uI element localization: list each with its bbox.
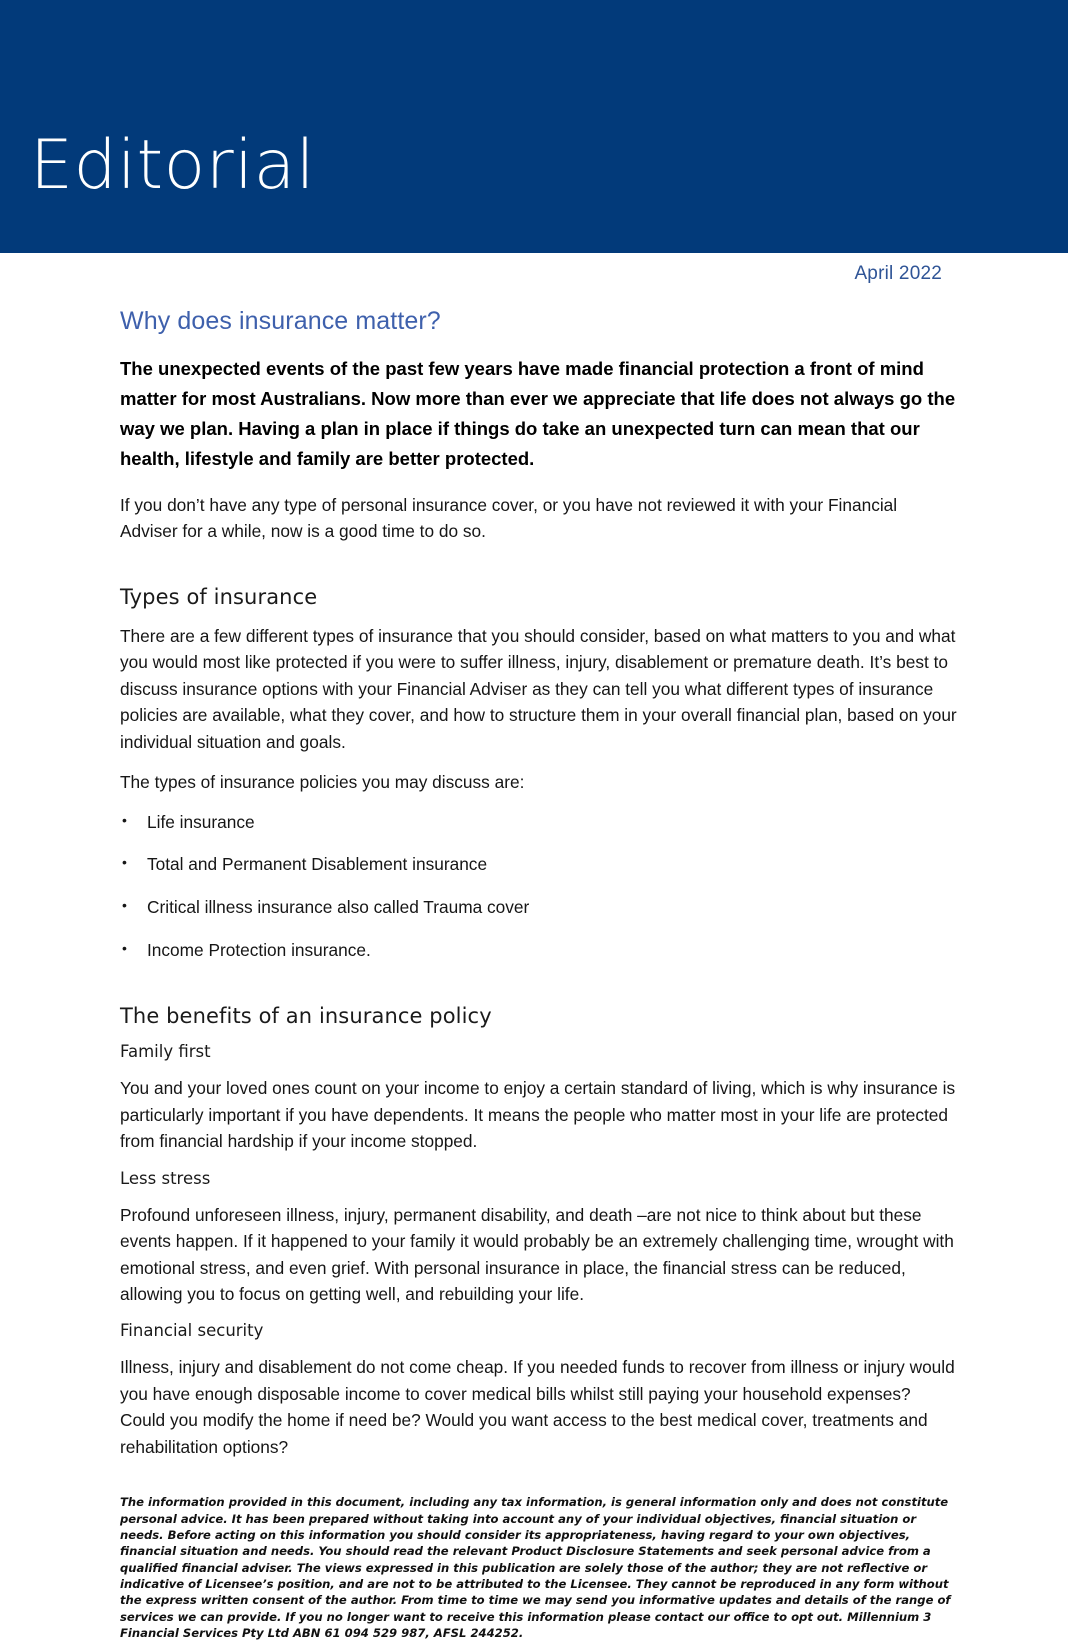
footer-disclaimer: The information provided in this document, including any tax information, is general information only and does not constitute personal advice. It has been prepared without taking into account any of your individual objectives, financial situation or needs. Before acting on this information you should consider its appropriateness, having regard to your own objectives, financial situation and needs. You should read the relevant Product Disclosure Statements and seek personal advice from a qualified financial adviser. The views expressed in this publication are solely those of the author; they are not reflective or indicative of Licensee’s position, and are not to be attributed to the Licensee. They cannot be reproduced in any form without the express written consent of the author. From time to time we may send you informative updates and details of the range of services we can provide. If you no longer want to receive this information please contact our office to opt out. Millennium 3 Financial Services Pty Ltd ABN 61 094 529 987, AFSL 244252. <box>120 1495 951 1640</box>
section-heading-benefits: The benefits of an insurance policy <box>120 1004 492 1029</box>
types-paragraph: There are a few different types of insurance that you should consider, based on what matters to you and what you would most like protected if you were to suffer illness, injury, disablement or premature death. It’s best to discuss insurance options with your Financial Adviser as they can tell you what different types of insurance policies are available, what they cover, and how to structure them in your overall financial plan, based on your individual situation and goals. <box>120 625 957 752</box>
types-list-intro: The types of insurance policies you may discuss are: <box>120 772 525 793</box>
header-banner <box>0 0 1068 253</box>
list-item: • Income Protection insurance. <box>120 938 958 964</box>
lead-paragraph: The unexpected events of the past few years have made financial protection a front of mind matter for most Australians. Now more than ever we appreciate that life does not always go the way we plan. Having a plan in place if things do take an unexpected turn can mean that our health, lifestyle and family are better protected. <box>120 358 956 469</box>
subsection-heading-less-stress: Less stress <box>120 1168 211 1188</box>
list-item: • Total and Permanent Disablement insurance <box>120 852 958 878</box>
subsection-heading-financial-security: Financial security <box>120 1321 264 1341</box>
family-first-paragraph: You and your loved ones count on your income to enjoy a certain standard of living, which is why insurance is particularly important if you have dependents. It means the people who matter most in your life are protected from financial hardship if your income stopped. <box>120 1078 956 1152</box>
financial-security-paragraph: Illness, injury and disablement do not come cheap. If you needed funds to recover from illness or injury would you have enough disposable income to cover medical bills whilst still paying your household expenses? Could you modify the home if need be? Would you want access to the best medical cover, treatments and rehabilitation options? <box>120 1357 955 1457</box>
document-content <box>0 307 1068 1460</box>
article-title: Why does insurance matter? <box>120 307 441 335</box>
list-item: • Critical illness insurance also called Trauma cover <box>120 895 958 921</box>
less-stress-paragraph: Profound unforeseen illness, injury, permanent disability, and death –are not nice to think about but these events happen. If it happened to your family it would probably be an extremely challenging time, wrought with emotional stress, and even grief. With personal insurance in place, the financial stress can be reduced, allowing you to focus on getting well, and rebuilding your life. <box>120 1204 954 1304</box>
document-page <box>0 253 1068 1641</box>
insurance-types-list <box>120 810 958 965</box>
list-item: • Life insurance <box>120 810 958 836</box>
intro-paragraph: If you don’t have any type of personal insurance cover, or you have not reviewed it with your Financial Adviser for a while, now is a good time to do so. <box>120 494 898 542</box>
issue-date: April 2022 <box>854 263 942 284</box>
subsection-heading-family-first: Family first <box>120 1042 211 1062</box>
section-heading-types: Types of insurance <box>120 584 318 609</box>
page-title: Editorial <box>30 126 316 205</box>
